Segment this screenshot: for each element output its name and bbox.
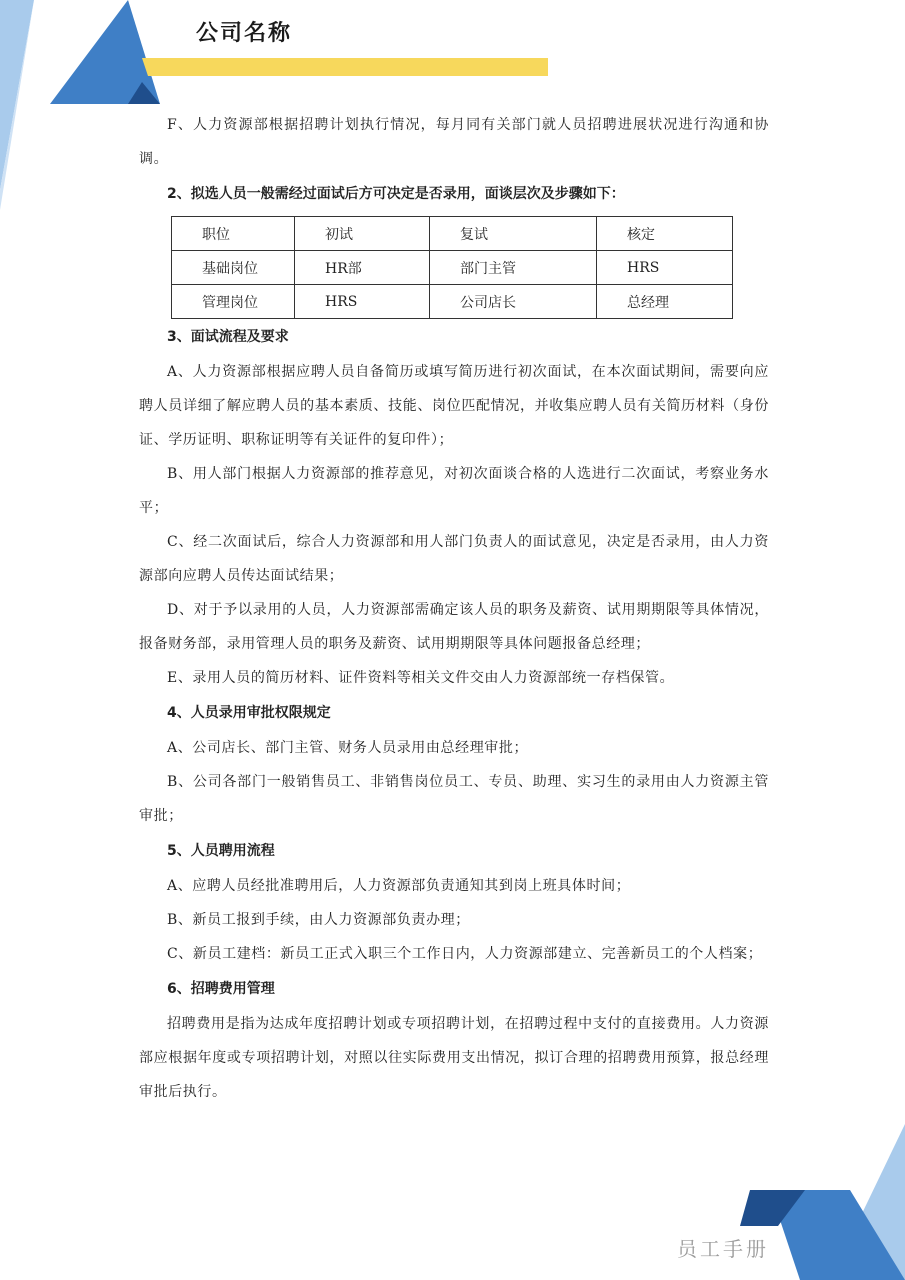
section-3-para-c: C、经二次面试后，综合人力资源部和用人部门负责人的面试意见，决定是否录用，由人力资源部向应聘人员传达面试结果； [139, 534, 769, 584]
table-row [172, 251, 733, 285]
table-cell: HR部 [295, 251, 430, 285]
company-name: 公司名称 [196, 21, 293, 46]
table-header-cell: 核定 [597, 217, 733, 251]
section-3-title: 3、面试流程及要求 [167, 329, 289, 345]
header-yellow-bar [142, 58, 548, 76]
section-2-title: 2、拟选人员一般需经过面试后方可决定是否录用，面谈层次及步骤如下： [167, 186, 625, 202]
section-6-para: 招聘费用是指为达成年度招聘计划或专项招聘计划，在招聘过程中支付的直接费用。人力资源部应根据年度或专项招聘计划，对照以往实际费用支出情况，拟订合理的招聘费用预算，报总经理审批后执行。 [139, 1016, 769, 1100]
table-row [172, 285, 733, 319]
section-5-title: 5、人员聘用流程 [167, 843, 275, 859]
document-body [139, 108, 769, 1109]
table-cell: 基础岗位 [172, 251, 295, 285]
section-4-title: 4、人员录用审批权限规定 [167, 705, 331, 721]
table-header-row [172, 217, 733, 251]
section-6-title: 6、招聘费用管理 [167, 981, 275, 997]
section-4-para-a: A、公司店长、部门主管、财务人员录用由总经理审批； [167, 740, 529, 756]
section-3-para-d: D、对于予以录用的人员，人力资源部需确定该人员的职务及薪资、试用期期限等具体情况，报备财务部，录用管理人员的职务及薪资、试用期期限等具体问题报备总经理； [139, 602, 769, 652]
section-5-para-c: C、新员工建档：新员工正式入职三个工作日内，人力资源部建立、完善新员工的个人档案； [167, 946, 763, 962]
section-5-para-b: B、新员工报到手续，由人力资源部负责办理； [167, 912, 470, 928]
section-3-para-a: A、人力资源部根据应聘人员自备简历或填写简历进行初次面试，在本次面试期间，需要向应聘人员详细了解应聘人员的基本素质、技能、岗位匹配情况，并收集应聘人员有关简历材料（身份证、学历证明、职称证明等有关证件的复印件）； [139, 364, 769, 448]
table-header-cell: 复试 [430, 217, 597, 251]
footer-label: 员工手册 [677, 1237, 769, 1261]
table-cell: 部门主管 [430, 251, 597, 285]
table-header-cell: 初试 [295, 217, 430, 251]
section-3-para-e: E、录用人员的简历材料、证件资料等相关文件交由人力资源部统一存档保管。 [167, 670, 675, 686]
table-cell: 总经理 [597, 285, 733, 319]
section-5-para-a: A、应聘人员经批准聘用后，人力资源部负责通知其到岗上班具体时间； [167, 878, 631, 894]
intro-paragraph: F、人力资源部根据招聘计划执行情况，每月同有关部门就人员招聘进展状况进行沟通和协调。 [139, 117, 769, 167]
table-cell: 管理岗位 [172, 285, 295, 319]
table-cell: HRS [295, 285, 430, 319]
table-cell: 公司店长 [430, 285, 597, 319]
table-cell: HRS [597, 251, 733, 285]
interview-steps-table [171, 216, 733, 319]
section-3-para-b: B、用人部门根据人力资源部的推荐意见，对初次面谈合格的人选进行二次面试，考察业务水平； [139, 466, 769, 516]
table-header-cell: 职位 [172, 217, 295, 251]
section-4-para-b: B、公司各部门一般销售员工、非销售岗位员工、专员、助理、实习生的录用由人力资源主管审批； [139, 774, 769, 824]
